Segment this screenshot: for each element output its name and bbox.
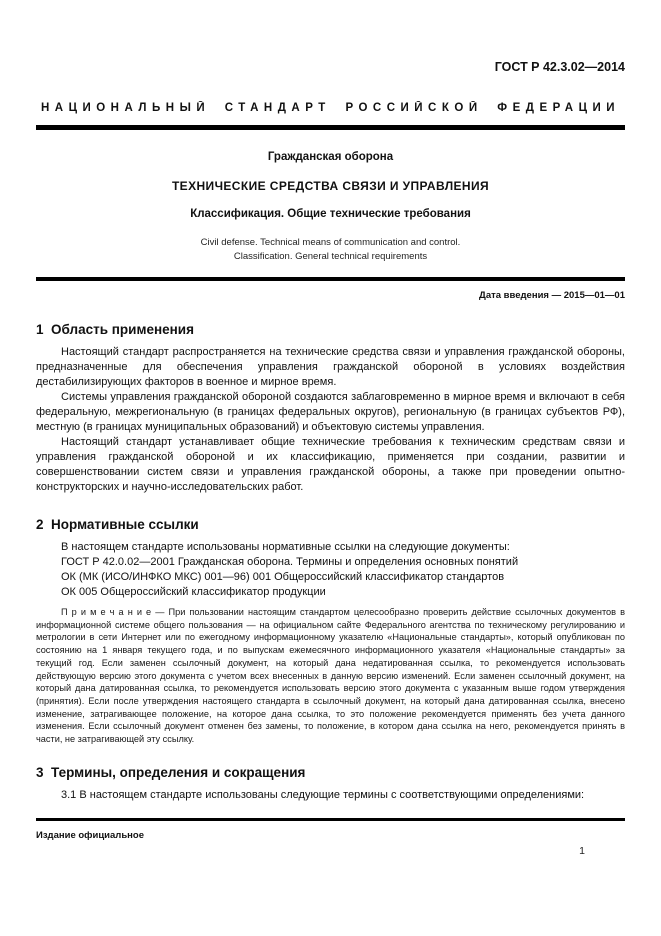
section-terms: [36, 765, 625, 803]
standard-code: ГОСТ Р 42.3.02—2014: [494, 60, 625, 74]
title-english: [36, 236, 625, 264]
page-header: [36, 0, 625, 301]
section3-heading: 3 Термины, определения и сокращения: [36, 765, 306, 780]
section1-heading: 1 Область применения: [36, 322, 194, 337]
national-standard-banner: НАЦИОНАЛЬНЫЙ СТАНДАРТ РОССИЙСКОЙ ФЕДЕРАЦИИ: [40, 102, 621, 114]
page-footer: [36, 818, 625, 841]
section2-intro: В настоящем стандарте использованы нормативные ссылки на следующие документы:: [61, 541, 510, 553]
footer-rule: [36, 818, 625, 821]
section-normative-references: [36, 517, 625, 755]
section-scope: [36, 322, 625, 495]
section1-paragraph: Настоящий стандарт распространяется на технические средства связи и управления гражданской обороны, предназначенные для обеспечения управления гражданской обороной в условиях воздействия дестабилизирующих факторов в военное и мирное время.: [36, 346, 625, 388]
title-main: ТЕХНИЧЕСКИЕ СРЕДСТВА СВЯЗИ И УПРАВЛЕНИЯ: [171, 179, 490, 193]
official-edition-label: Издание официальное: [36, 830, 144, 841]
header-rule: [36, 125, 625, 130]
title-subject: Гражданская оборона: [267, 151, 394, 163]
reference-item: ГОСТ Р 42.0.02—2001 Гражданская оборона. Термины и определения основных понятий: [61, 556, 519, 568]
section3-paragraph: 3.1 В настоящем стандарте использованы следующие термины с соответствующими определениями:: [61, 789, 585, 801]
reference-item: ОК 005 Общероссийский классификатор продукции: [61, 586, 326, 598]
section2-note: П р и м е ч а н и е — При пользовании настоящим стандартом целесообразно проверить действие ссылочных документов в информационной системе общего пользования — на официальном сайте Федерального агентства по техническому регулированию и метрологии в сети Интернет или по ежегодному информационному указателю «Национальные стандарты», который опубликован по состоянию на 1 января текущего года, и по выпускам ежемесячного информационного указателя «Национальные стандарты» за текущий год. Если заменен ссылочный документ, на который дана недатированная ссылка, то рекомендуется использовать действующую версию этого документа с учетом всех внесенных в данную версию изменений. Если заменен ссылочный документ, на который дана датированная ссылка, то рекомендуется использовать версию этого документа с указанным выше годом утверждения (принятия). Если после утверждения настоящего стандарта в ссылочный документ, на который дана датированная ссылка, внесено изменение, затрагивающее положение, на которое дана ссылка, то это положение рекомендуется применять без учета данного изменения. Если ссылочный документ отменен без замены, то положение, в котором дана ссылка на него, рекомендуется принять в части, не затрагивающей эту ссылку.: [36, 607, 625, 745]
page-number: 1: [579, 845, 585, 857]
title-subtitle: Классификация. Общие технические требования: [190, 208, 471, 220]
title-bottom-rule: [36, 277, 625, 281]
section2-heading: 2 Нормативные ссылки: [36, 517, 199, 532]
reference-item: ОК (МК (ИСО/ИНФКО МКС) 001—96) 001 Общероссийский классификатор стандартов: [61, 571, 505, 583]
section1-paragraph: Настоящий стандарт устанавливает общие технические требования к техническим средствам связи и управления гражданской обороной и их классификацию, применяется при создании, развитии и совершенствовании систем связи и управления гражданской обороны, а также при проведении опытно-конструкторских и научно-исследовательских работ.: [36, 436, 625, 493]
effective-date: Дата введения — 2015—01—01: [479, 290, 625, 301]
title-english-line1: Civil defense. Technical means of communication and control.: [200, 237, 461, 248]
section1-paragraph: Системы управления гражданской обороной создаются заблаговременно в мирное время и включают в себя федеральную, межрегиональную (в границах федеральных округов), региональную (в границах субъектов РФ), местную (в границах муниципальных образований) и объектовую системы управления.: [36, 391, 625, 433]
title-english-line2: Classification. General technical requirements: [233, 251, 428, 262]
